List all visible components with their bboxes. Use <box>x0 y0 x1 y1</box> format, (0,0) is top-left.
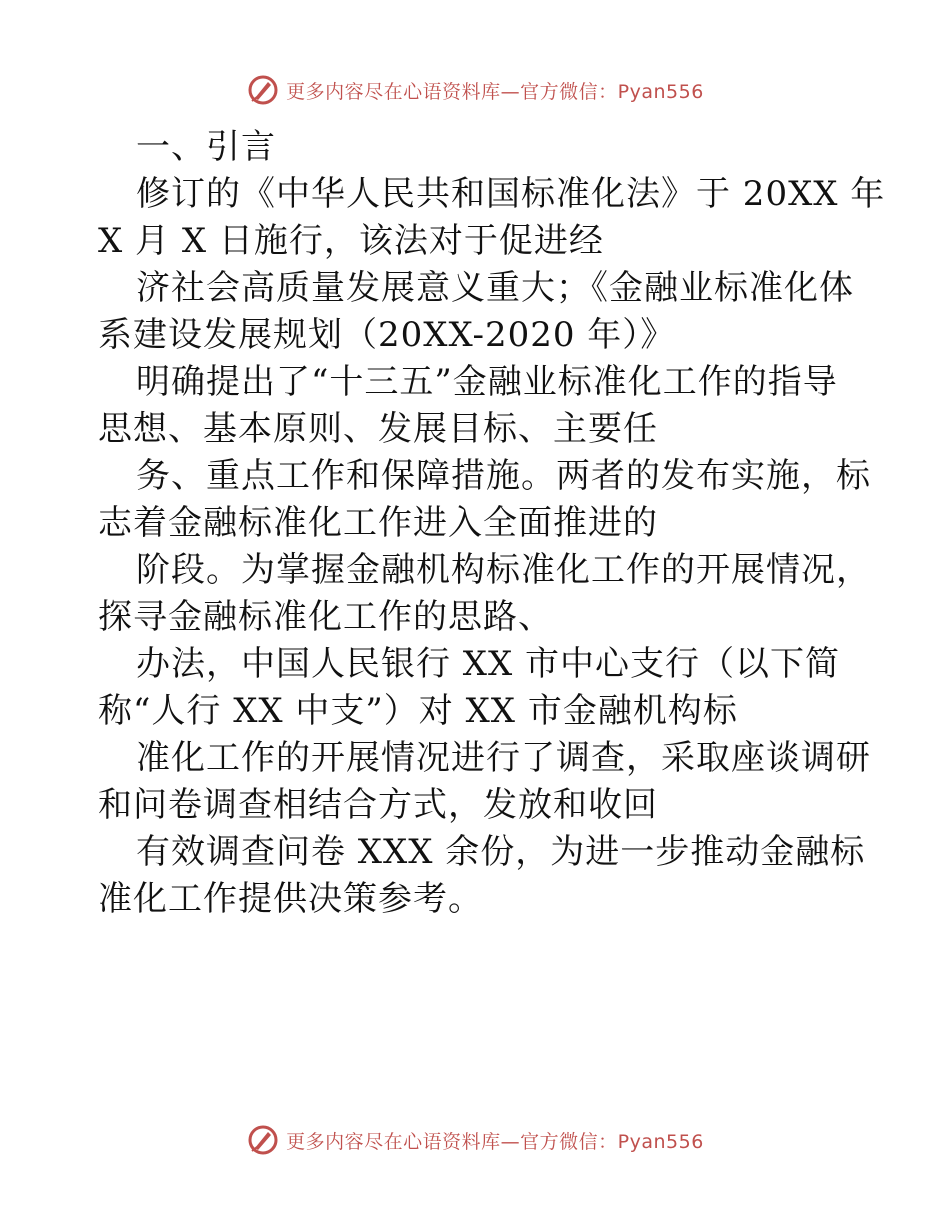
paragraph-line: 准化工作提供决策参考。 <box>98 879 483 919</box>
paragraph-line: 修订的《中华人民共和国标准化法》于 20XX 年 <box>136 174 886 214</box>
paragraph-line: 准化工作的开展情况进行了调查，采取座谈调研 <box>136 738 871 778</box>
footer-watermark-text: 更多内容尽在心语资料库—官方微信：Pyan556 <box>286 1130 704 1153</box>
paragraph-line: 务、重点工作和保障措施。两者的发布实施，标 <box>136 456 871 496</box>
paragraph-line: 明确提出了“十三五”金融业标准化工作的指导 <box>136 362 838 402</box>
footer-watermark <box>0 1120 950 1160</box>
quill-logo-icon <box>246 1123 280 1157</box>
paragraph-line: 思想、基本原则、发展目标、主要任 <box>98 409 658 449</box>
section-heading: 一、引言 <box>136 127 276 167</box>
paragraph-line: 和问卷调查相结合方式，发放和收回 <box>98 785 658 825</box>
document-body <box>98 124 886 923</box>
paragraph-line: X 月 X 日施行，该法对于促进经 <box>98 221 604 261</box>
paragraph-line: 系建设发展规划（20XX-2020 年）》 <box>98 315 676 355</box>
paragraph-line: 阶段。为掌握金融机构标准化工作的开展情况， <box>136 550 871 590</box>
quill-logo-icon <box>246 73 280 107</box>
header-watermark <box>0 70 950 110</box>
paragraph-line: 探寻金融标准化工作的思路、 <box>98 597 553 637</box>
paragraph-line: 办法，中国人民银行 XX 市中心支行（以下简 <box>136 644 841 684</box>
paragraph-line: 济社会高质量发展意义重大；《金融业标准化体 <box>136 268 854 308</box>
header-watermark-text: 更多内容尽在心语资料库—官方微信：Pyan556 <box>286 80 704 103</box>
paragraph-line: 有效调查问卷 XXX 余份，为进一步推动金融标 <box>136 832 866 872</box>
paragraph-line: 称“人行 XX 中支”）对 XX 市金融机构标 <box>98 691 738 731</box>
paragraph-line: 志着金融标准化工作进入全面推进的 <box>98 503 658 543</box>
